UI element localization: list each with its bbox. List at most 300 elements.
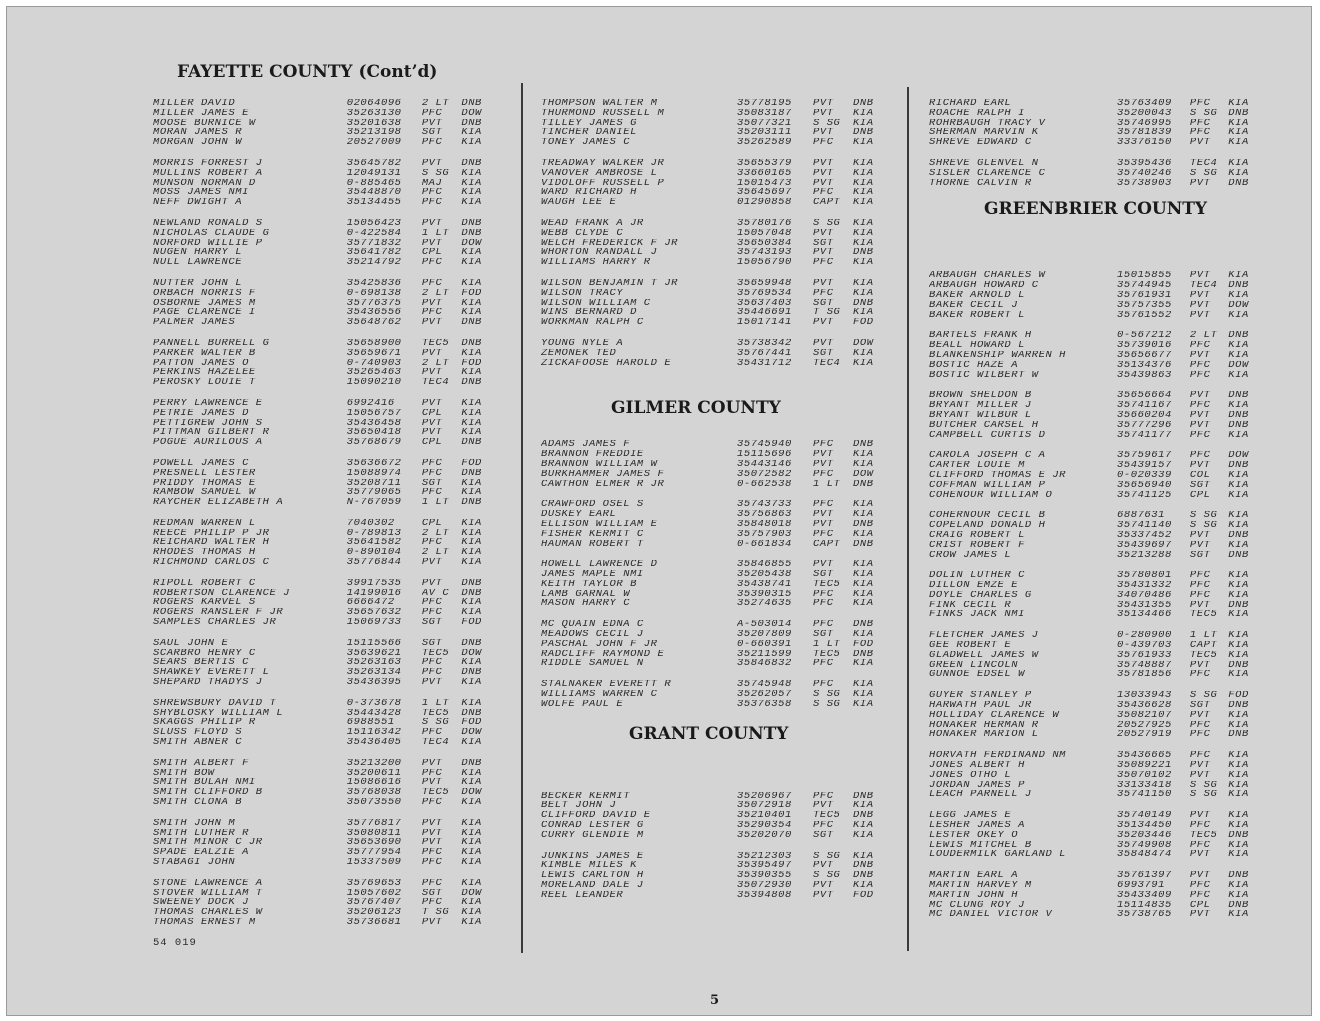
service-member-name: CAMPBELL CURTIS D — [929, 430, 1046, 441]
status: DOW — [461, 888, 482, 899]
status: DNB — [461, 338, 482, 349]
table-row — [153, 399, 493, 409]
service-member-name: SLUSS FLOYD S — [153, 728, 243, 739]
status: KIA — [461, 368, 482, 379]
rank: CPL — [1189, 490, 1211, 501]
entry-group — [153, 99, 493, 148]
entry-group — [541, 852, 897, 901]
service-member-name: LEWIS MITCHEL B — [929, 840, 1032, 851]
service-number: 35659948 — [737, 278, 792, 289]
service-number: 35743193 — [737, 248, 792, 259]
status: KIA — [1228, 350, 1249, 361]
status: KIA — [461, 248, 482, 259]
status: FOD — [461, 618, 482, 628]
service-member-name: THURMOND RUSSELL M — [541, 108, 665, 119]
service-member-name: SHYBLOSKY WILLIAM L — [153, 708, 284, 719]
status: KIA — [1228, 511, 1249, 522]
table-row — [541, 500, 897, 510]
rank: SGT — [421, 618, 443, 628]
status: DNB — [1228, 660, 1249, 671]
table-row — [541, 630, 897, 640]
service-member-name: DOYLE CHARLES G — [929, 590, 1032, 601]
table-row — [929, 341, 1259, 351]
table-row — [929, 451, 1259, 461]
service-number: 35211599 — [737, 649, 792, 660]
service-member-name: YOUNG NYLE A — [541, 338, 624, 349]
status: KIA — [461, 278, 482, 289]
status: KIA — [1228, 590, 1249, 601]
service-member-name: MOSS JAMES NMI — [153, 188, 249, 199]
rank: PFC — [1189, 840, 1211, 851]
status: KIA — [1228, 310, 1249, 321]
service-member-name: MORAN JAMES R — [153, 128, 243, 139]
service-number: 35748887 — [1117, 660, 1172, 671]
rank: PVT — [421, 778, 443, 789]
document-page — [6, 6, 1312, 1016]
table-row — [153, 169, 493, 179]
status: KIA — [461, 768, 482, 779]
table-row — [153, 409, 493, 419]
rank: PVT — [1189, 300, 1211, 311]
status: DOW — [1228, 360, 1249, 371]
table-row — [153, 188, 493, 198]
service-member-name: REICHARD WALTER H — [153, 538, 270, 549]
status: KIA — [1228, 790, 1249, 801]
table-row — [929, 291, 1259, 301]
rank: PFC — [813, 469, 834, 480]
service-member-name: PATTON JAMES O — [153, 358, 249, 369]
service-number: 35648762 — [346, 318, 402, 328]
table-row — [929, 511, 1259, 521]
service-number: 35213288 — [1117, 550, 1172, 561]
rank: 2 LT — [1189, 331, 1218, 342]
service-number: 20527925 — [1117, 720, 1172, 731]
status: DNB — [461, 638, 482, 649]
service-number: 35206123 — [346, 908, 402, 918]
service-member-name: MC DANIEL VICTOR V — [929, 910, 1053, 921]
table-row — [153, 198, 493, 208]
rank: 2 LT — [421, 358, 450, 369]
service-member-name: ZICKAFOOSE HAROLD E — [541, 358, 672, 369]
service-number: 35740246 — [1117, 168, 1172, 179]
rank: PFC — [421, 658, 443, 669]
status: KIA — [461, 538, 482, 549]
rank: PFC — [421, 488, 443, 499]
status: KIA — [1228, 430, 1249, 441]
table-row — [541, 690, 897, 700]
service-number: 35778195 — [737, 99, 792, 109]
table-row — [929, 551, 1259, 561]
service-member-name: THORNE CALVIN R — [929, 178, 1032, 189]
service-number: 35659671 — [346, 348, 402, 359]
service-member-name: CONRAD LESTER G — [541, 821, 644, 831]
table-row — [153, 428, 493, 438]
status: KIA — [461, 778, 482, 789]
rank: PVT — [1189, 770, 1211, 781]
rank: PVT — [1189, 420, 1211, 431]
service-member-name: MORGAN JOHN W — [153, 138, 243, 148]
service-member-name: BOSTIC WILBERT W — [929, 370, 1039, 381]
service-member-name: PANNELL BURRELL G — [153, 338, 270, 349]
service-number: 15088974 — [346, 468, 402, 479]
service-member-name: BEALL HOWARD L — [929, 341, 1025, 351]
rank: PFC — [1189, 128, 1211, 139]
status: KIA — [461, 308, 482, 319]
service-number: 35738342 — [737, 338, 792, 349]
table-row — [153, 718, 493, 728]
status: KIA — [853, 288, 874, 299]
rank: SGT — [813, 830, 834, 841]
table-row — [541, 308, 897, 318]
rank: CPL — [421, 248, 443, 259]
table-row — [153, 258, 493, 268]
table-row — [929, 361, 1259, 371]
service-member-name: RICHARD EARL — [929, 99, 1012, 109]
status: KIA — [1228, 158, 1249, 169]
rank: TEC4 — [1189, 281, 1218, 291]
service-member-name: SMITH BOW — [153, 768, 215, 779]
table-row — [929, 271, 1259, 281]
status: DNB — [853, 519, 874, 530]
service-member-name: GREEN LINCOLN — [929, 660, 1019, 671]
rank: S SG — [1189, 790, 1218, 801]
service-number: 35200611 — [346, 768, 402, 779]
status: DNB — [853, 128, 874, 139]
rank: CAPT — [813, 539, 841, 550]
service-member-name: MARTIN JOHN H — [929, 890, 1019, 901]
table-row — [929, 691, 1259, 701]
service-number: 35776375 — [346, 298, 402, 309]
status: DNB — [1228, 900, 1249, 911]
status: KIA — [1228, 751, 1249, 762]
rank: TEC5 — [1189, 650, 1218, 661]
table-row — [541, 792, 897, 802]
table-row — [153, 668, 493, 678]
service-number: 35436405 — [346, 738, 402, 748]
status: KIA — [853, 138, 874, 148]
rank: TEC4 — [1189, 158, 1218, 169]
table-row — [929, 641, 1259, 651]
rank: AV C — [421, 588, 450, 599]
entry-group — [929, 631, 1259, 680]
heading-grant-county: GRANT COUNTY — [629, 723, 789, 744]
table-row — [153, 299, 493, 309]
table-row — [929, 591, 1259, 601]
rank: PVT — [1189, 850, 1211, 861]
status: KIA — [1228, 341, 1249, 351]
table-row — [541, 520, 897, 530]
rank: SGT — [813, 630, 834, 640]
column-divider — [521, 83, 523, 953]
rank: PVT — [813, 338, 834, 349]
table-row — [541, 599, 897, 609]
table-row — [929, 901, 1259, 911]
service-number: 35072582 — [737, 469, 792, 480]
rank: PFC — [1189, 881, 1211, 891]
service-number: A-503014 — [737, 620, 792, 631]
table-row — [541, 159, 897, 169]
rank: PFC — [813, 821, 834, 831]
rank: PFC — [421, 848, 443, 858]
status: KIA — [1228, 720, 1249, 731]
rank: PVT — [421, 428, 443, 439]
table-row — [541, 179, 897, 189]
service-number: 33133418 — [1117, 780, 1172, 791]
table-row — [929, 301, 1259, 311]
entry-group — [153, 159, 493, 208]
entry-group — [153, 699, 493, 748]
service-number: 34070486 — [1117, 590, 1172, 601]
service-number: 35761397 — [1117, 871, 1172, 882]
service-member-name: LEACH PARNELL J — [929, 790, 1032, 801]
rank: 1 LT — [1189, 631, 1218, 642]
rank: TEC5 — [1189, 830, 1218, 841]
column-2 — [541, 99, 897, 912]
service-member-name: FLETCHER JAMES J — [929, 631, 1039, 642]
service-member-name: MORRIS FORREST J — [153, 158, 263, 169]
service-number: 35660204 — [1117, 410, 1172, 421]
service-member-name: THOMAS CHARLES W — [153, 908, 263, 918]
service-number: 12049131 — [346, 168, 402, 179]
status: DNB — [1228, 701, 1249, 711]
rank: PVT — [421, 558, 443, 568]
status: KIA — [1228, 99, 1249, 109]
status: KIA — [1228, 670, 1249, 681]
rank: PFC — [421, 538, 443, 549]
service-number: 35846855 — [737, 560, 792, 571]
service-number: 35213200 — [346, 758, 402, 769]
rank: PVT — [1189, 910, 1211, 921]
table-row — [153, 378, 493, 388]
table-row — [153, 889, 493, 899]
table-row — [153, 529, 493, 539]
rank: SGT — [421, 128, 443, 139]
status: KIA — [1228, 761, 1249, 771]
table-row — [929, 821, 1259, 831]
rank: PFC — [421, 468, 443, 479]
table-row — [541, 650, 897, 660]
service-number: 35212303 — [737, 851, 792, 862]
service-member-name: PERRY LAWRENCE E — [153, 398, 263, 409]
service-number: 35636672 — [346, 458, 402, 469]
service-member-name: WEBB CLYDE C — [541, 228, 624, 239]
rank: PVT — [813, 248, 834, 259]
service-number: 15115566 — [346, 638, 402, 649]
table-row — [153, 109, 493, 119]
service-member-name: VIDOLOFF RUSSELL P — [541, 178, 665, 189]
service-number: 35200043 — [1117, 108, 1172, 119]
status: KIA — [1228, 811, 1249, 822]
service-member-name: STABAGI JOHN — [153, 858, 236, 868]
service-number: 35777296 — [1117, 420, 1172, 431]
table-row — [929, 651, 1259, 661]
table-row — [541, 460, 897, 470]
rank: PFC — [421, 798, 443, 808]
rank: PFC — [421, 768, 443, 779]
table-row — [541, 570, 897, 580]
status: FOD — [461, 358, 482, 369]
rank: S SG — [1189, 108, 1218, 119]
service-number: 35769653 — [346, 878, 402, 889]
status: DNB — [1228, 550, 1249, 561]
service-number: 35657632 — [346, 608, 402, 619]
status: KIA — [461, 738, 482, 748]
rank: PFC — [1189, 821, 1211, 831]
service-member-name: WORKMAN RALPH C — [541, 318, 644, 328]
service-member-name: NULL LAWRENCE — [153, 258, 243, 268]
service-member-name: SAUL JOHN E — [153, 638, 229, 649]
rank: SGT — [1189, 550, 1211, 561]
service-number: 35438741 — [737, 579, 792, 590]
table-row — [929, 831, 1259, 841]
table-row — [153, 279, 493, 289]
service-member-name: WINS BERNARD D — [541, 308, 637, 319]
service-number: 35743733 — [737, 500, 792, 511]
rank: S SG — [813, 699, 841, 710]
table-row — [153, 99, 493, 109]
status: DOW — [461, 108, 482, 119]
service-member-name: WOLFE PAUL E — [541, 699, 624, 710]
status: KIA — [853, 358, 874, 369]
service-member-name: SKAGGS PHILIP R — [153, 718, 256, 729]
service-number: 35776817 — [346, 818, 402, 829]
rank: PVT — [813, 278, 834, 289]
rank: SGT — [813, 570, 834, 580]
table-row — [929, 631, 1259, 641]
service-number: 35738765 — [1117, 910, 1172, 921]
service-number: 15057048 — [737, 228, 792, 239]
service-number: 35262589 — [737, 138, 792, 148]
rank: CPL — [421, 518, 443, 529]
table-row — [929, 411, 1259, 421]
rank: SGT — [813, 238, 834, 249]
rank: S SG — [421, 718, 450, 729]
rank: PFC — [421, 138, 443, 148]
status: DOW — [461, 728, 482, 739]
rank: T SG — [421, 908, 450, 918]
status: KIA — [853, 659, 874, 670]
entry-group — [153, 639, 493, 688]
table-row — [153, 179, 493, 189]
service-number: 35443428 — [346, 708, 402, 719]
service-member-name: SHEPARD THADYS J — [153, 678, 263, 688]
entry-group — [153, 579, 493, 628]
rank: T SG — [813, 308, 841, 319]
table-row — [153, 769, 493, 779]
service-number: 15086616 — [346, 778, 402, 789]
service-member-name: MOOSE BURNICE W — [153, 118, 256, 129]
rank: TEC5 — [813, 811, 841, 822]
service-number: 35376358 — [737, 699, 792, 710]
service-number: 35741125 — [1117, 490, 1172, 501]
rank: PFC — [813, 138, 834, 148]
table-row — [929, 179, 1259, 189]
status: KIA — [461, 828, 482, 839]
service-number: 35745948 — [737, 680, 792, 691]
entry-group — [153, 339, 493, 388]
service-number: 35439697 — [1117, 540, 1172, 551]
service-member-name: CRIST ROBERT F — [929, 540, 1025, 551]
service-member-name: SHREWSBURY DAVID T — [153, 698, 277, 709]
status: DOW — [461, 788, 482, 799]
table-row — [541, 852, 897, 862]
service-number: 35769534 — [737, 288, 792, 299]
status: KIA — [1228, 290, 1249, 301]
entry-group — [541, 500, 897, 549]
service-number: 0-567212 — [1117, 331, 1172, 342]
rank: PVT — [1189, 660, 1211, 671]
service-member-name: NEFF DWIGHT A — [153, 198, 243, 208]
service-number: 35265463 — [346, 368, 402, 379]
rank: PVT — [421, 917, 443, 928]
rank: S SG — [1189, 691, 1218, 702]
status: FOD — [461, 288, 482, 299]
rank: PFC — [1189, 590, 1211, 601]
status: DNB — [1228, 871, 1249, 882]
rank: PVT — [421, 398, 443, 409]
service-member-name: THOMAS ERNEST M — [153, 917, 256, 928]
service-member-name: CARTER LOUIE M — [929, 461, 1025, 471]
service-number: 0-740903 — [346, 358, 402, 369]
table-row — [929, 771, 1259, 781]
rank: PVT — [813, 178, 834, 189]
status: KIA — [461, 138, 482, 148]
service-number: 0-885465 — [346, 178, 402, 189]
rank: PVT — [1189, 178, 1211, 189]
service-number: 0-422584 — [346, 228, 402, 239]
rank: PFC — [813, 599, 834, 610]
rank: 1 LT — [421, 228, 450, 239]
rank: PVT — [421, 818, 443, 829]
table-row — [153, 219, 493, 229]
table-row — [929, 128, 1259, 138]
service-number: 35739016 — [1117, 341, 1172, 351]
entry-group — [541, 279, 897, 328]
table-row — [929, 461, 1259, 471]
status: DNB — [461, 158, 482, 169]
status: KIA — [461, 298, 482, 309]
service-number: 35394808 — [737, 890, 792, 901]
service-member-name: JAMES MAPLE NMI — [541, 570, 644, 580]
rank: PVT — [421, 298, 443, 309]
rank: PVT — [1189, 271, 1211, 282]
entry-group — [153, 519, 493, 568]
status: KIA — [853, 690, 874, 700]
table-row — [153, 579, 493, 589]
table-row — [541, 510, 897, 520]
service-number: 35761933 — [1117, 650, 1172, 661]
status: DNB — [461, 218, 482, 229]
table-row — [929, 881, 1259, 891]
status: KIA — [1228, 821, 1249, 831]
table-row — [153, 678, 493, 688]
status: KIA — [461, 678, 482, 688]
table-row — [541, 138, 897, 148]
status: FOD — [853, 318, 874, 328]
table-row — [929, 891, 1259, 901]
rank: PFC — [421, 608, 443, 619]
service-number: 15114835 — [1117, 900, 1172, 911]
service-number: 7040302 — [346, 518, 395, 529]
service-number: 15015855 — [1117, 271, 1172, 282]
service-number: 35650384 — [737, 238, 792, 249]
service-member-name: HONAKER MARION L — [929, 730, 1039, 741]
service-member-name: NEWLAND RONALD S — [153, 218, 263, 229]
table-row — [929, 670, 1259, 680]
status: KIA — [1228, 370, 1249, 381]
service-member-name: ELLISON WILLIAM E — [541, 519, 658, 530]
service-number: 0-890104 — [346, 548, 402, 559]
